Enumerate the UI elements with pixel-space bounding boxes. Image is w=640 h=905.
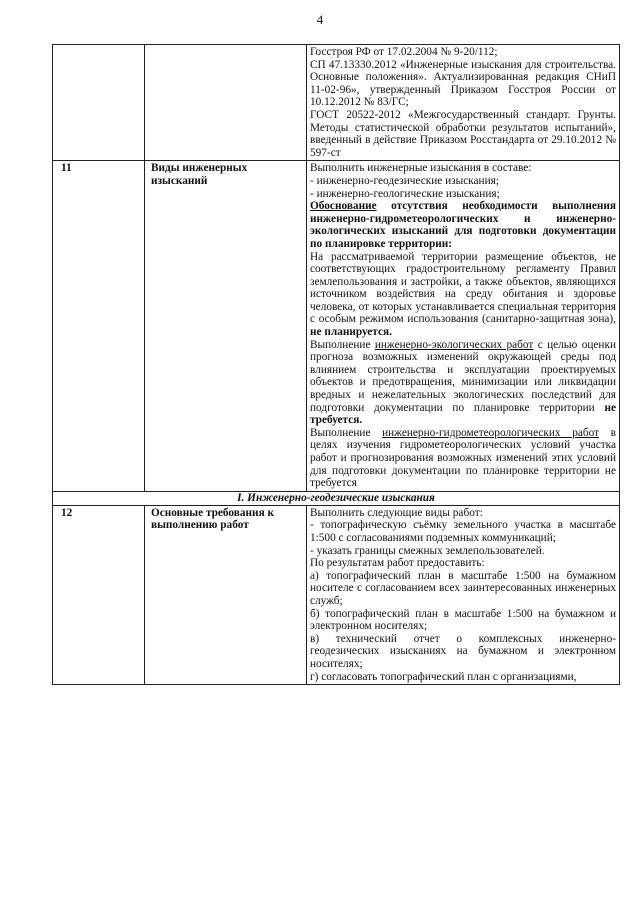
eco-works-link: инженерно-экологических работ	[374, 338, 534, 351]
row-11-content	[307, 161, 620, 491]
row-number: 12	[53, 505, 145, 684]
content-line: - топографическую съёмку земельного участка в масштабе 1:500 с согласованиями подземных коммуникаций;	[310, 519, 616, 544]
justification-text: отсутствия необходимости выполнения инженерно-гидрометеорологических и инженерно-экологических изысканий для подготовки документации по планировке территории:	[310, 200, 616, 250]
not-planned-text: не планируется.	[310, 326, 392, 339]
justification-word: Обоснование	[310, 200, 377, 213]
content-line: а) топографический план в масштабе 1:500 на бумажном носителе с согласованием всех заинтересованных инженерных служб;	[310, 569, 616, 607]
content-line: По результатам работ предоставить:	[310, 557, 485, 570]
hydro-works-link: инженерно-гидрометеорологических работ	[382, 426, 600, 439]
content-line: Госстроя РФ от 17.02.2004 № 9-20/112;	[310, 46, 498, 58]
content-line: ГОСТ 20522-2012 «Межгосударственный стандарт. Грунты. Методы статистической обработки результатов испытаний», введенный в действие Приказом Росстандарта от 29.10.2012 № 597-ст	[310, 108, 616, 159]
content-line: - инженерно-геологические изыскания;	[310, 187, 500, 200]
row-12-content	[307, 505, 620, 684]
row-prev-number-cell	[53, 45, 145, 161]
content-line	[310, 427, 616, 490]
row-label: Виды инженерных изысканий	[145, 161, 307, 491]
content-line: - указать границы смежных землепользователей.	[310, 544, 545, 557]
row-number: 11	[53, 161, 145, 491]
content-line	[310, 251, 616, 339]
row-label: Основные требования к выполнению работ	[145, 505, 307, 684]
hydro-text: в целях изучения гидрометеорологических условий участка работ и прогнозирования возможных изменений этих условий для подготовки документации по планировке территории не требуется	[310, 426, 616, 490]
content-line: - инженерно-геодезические изыскания;	[310, 174, 499, 187]
eco-text: с целью оценки прогноза возможных изменений окружающей среды под влиянием строительства и эксплуатации проектируемых объектов и предотвращения, минимизации или ликвидации вредных и нежелательных экологических последствий для подготовки документации по планировке территории	[310, 338, 616, 414]
table-row-12	[53, 505, 620, 684]
content-line: Выполнить следующие виды работ:	[310, 506, 483, 519]
table-row-11	[53, 161, 620, 491]
content-line: СП 47.13330.2012 «Инженерные изыскания для строительства. Основные положения». Актуализированная редакция СНиП 11-02-96», утвержденный Приказом Госстроя России от 10.12.2012 № 83/ГС;	[310, 58, 616, 109]
requirements-table	[52, 44, 620, 685]
content-line: б) топографический план в масштабе 1:500 на бумажном и электронном носителях;	[310, 607, 616, 633]
eco-pre: Выполнение	[310, 338, 375, 351]
territory-text: На рассматриваемой территории размещение объектов, не соответствующих градостроительному регламенту Правил землепользования и застройки, а также объектов, являющихся источником воздействия на среду обитания и здоровье человека, от которых устанавливается специальная территория с особым режимом использования (санитарно-защитная зона),	[310, 250, 616, 326]
content-line	[310, 339, 616, 427]
justification-heading	[310, 200, 616, 250]
not-required-text: не требуется.	[310, 401, 616, 427]
table-row-prev	[53, 45, 620, 161]
content-line: г) согласовать топографический план с организациями,	[310, 670, 577, 683]
row-prev-content	[307, 45, 620, 161]
section-title: I. Инженерно-геодезические изыскания	[53, 491, 620, 505]
page-number: 4	[316, 12, 324, 27]
hydro-pre: Выполнение	[310, 426, 383, 439]
content-line: в) технический отчет о комплексных инженерно-геодезических изысканиях на бумажном и электронном носителях;	[310, 632, 616, 670]
row-prev-label-cell	[145, 45, 307, 161]
content-line: Выполнить инженерные изыскания в составе:	[310, 162, 532, 175]
section-header-row	[53, 491, 620, 505]
